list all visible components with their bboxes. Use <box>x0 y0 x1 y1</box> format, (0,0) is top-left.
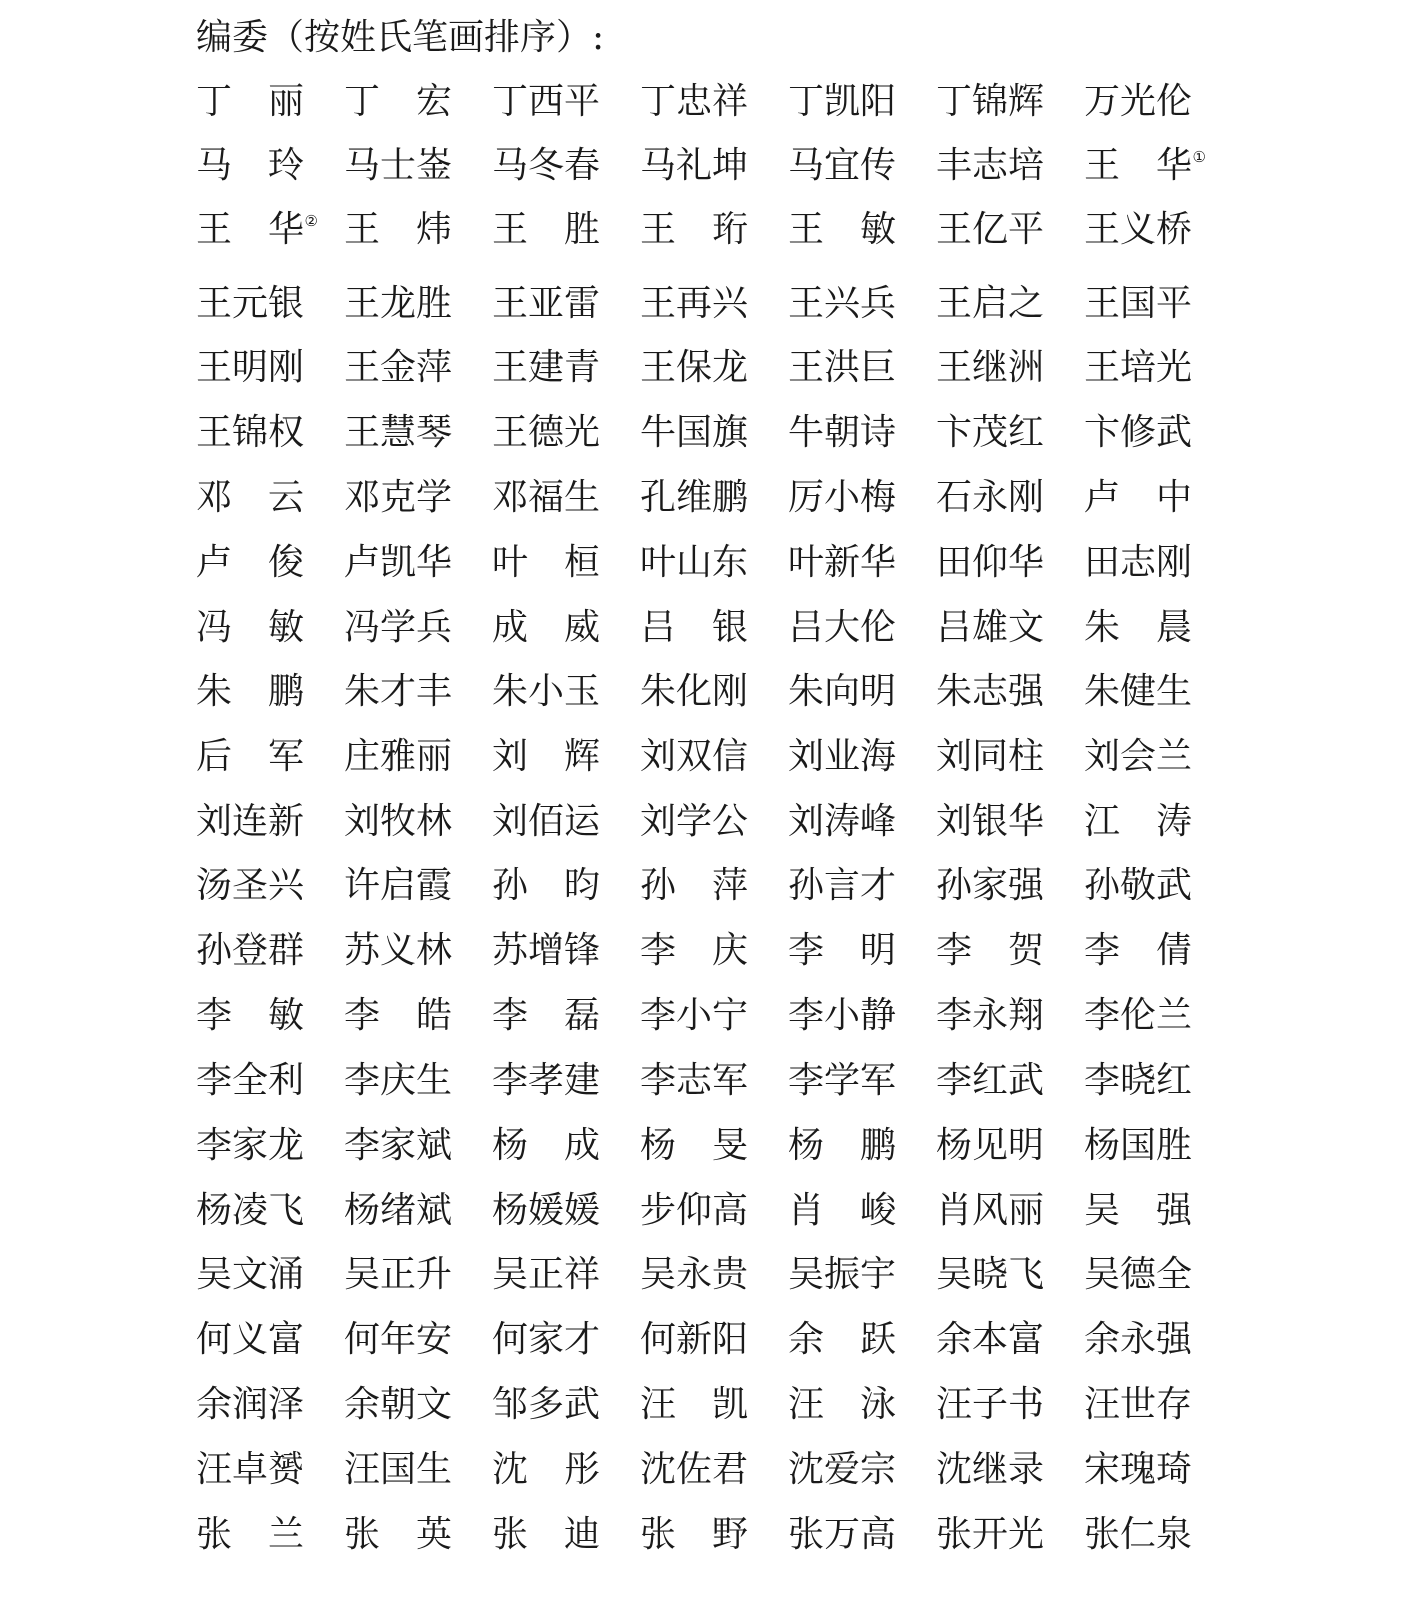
editor-name: 叶 山 东 <box>640 542 749 583</box>
editor-name: 吴 德 全 <box>1084 1254 1193 1295</box>
editor-name: 张 兰 <box>196 1514 304 1555</box>
editor-name: 朱 化 刚 <box>640 671 749 712</box>
editor-name: 吴 强 <box>1084 1190 1192 1231</box>
editor-name: 张 开 光 <box>936 1514 1045 1555</box>
editor-name: 卢 俊 <box>196 542 304 583</box>
editor-name: 王 敏 <box>788 209 896 250</box>
editor-name: 汤 圣 兴 <box>196 865 305 906</box>
editor-name: 马 玲 <box>196 145 304 186</box>
editor-name: 杨 成 <box>492 1125 600 1166</box>
editor-name: 马 士 崟 <box>344 145 453 186</box>
editor-name: 王 洪 巨 <box>788 347 897 388</box>
editor-name: 王 锦 权 <box>196 412 305 453</box>
editor-name: 王 明 刚 <box>196 347 305 388</box>
editor-name: 卢 中 <box>1084 477 1192 518</box>
editor-name: 丁 忠 祥 <box>640 81 749 122</box>
editor-name: 马 宜 传 <box>788 145 897 186</box>
editor-name: 邓 克 学 <box>344 477 453 518</box>
editor-name: 刘 连 新 <box>196 801 305 842</box>
editor-name: 朱 向 明 <box>788 671 897 712</box>
editor-name: 朱 鹏 <box>196 671 304 712</box>
editor-name: 石 永 刚 <box>936 477 1045 518</box>
editor-name: 卞 修 武 <box>1084 412 1193 453</box>
editor-name: 王 龙 胜 <box>344 283 453 324</box>
editor-name: 刘 业 海 <box>788 736 897 777</box>
editor-name: 李 小 静 <box>788 995 897 1036</box>
editor-name: 孙 敬 武 <box>1084 865 1193 906</box>
editor-name: 李 庆 <box>640 930 748 971</box>
editor-name: 杨 旻 <box>640 1125 748 1166</box>
editor-name: 余 永 强 <box>1084 1319 1193 1360</box>
editor-name: 李 庆 生 <box>344 1060 453 1101</box>
editor-name: 许 启 霞 <box>344 865 453 906</box>
editor-name: 王 金 萍 <box>344 347 453 388</box>
editor-name: 汪 泳 <box>788 1384 896 1425</box>
editor-name: 王 培 光 <box>1084 347 1193 388</box>
editor-name: 宋 瑰 琦 <box>1084 1449 1193 1490</box>
editor-name: 步 仰 高 <box>640 1190 749 1231</box>
editor-name: 王 华 ① <box>1084 145 1206 186</box>
editor-name: 汪 世 存 <box>1084 1384 1193 1425</box>
editor-name: 李 伦 兰 <box>1084 995 1193 1036</box>
editor-name: 李 学 军 <box>788 1060 897 1101</box>
editor-name: 邓 福 生 <box>492 477 601 518</box>
editor-name: 李 孝 建 <box>492 1060 601 1101</box>
editor-name: 王 建 青 <box>492 347 601 388</box>
editor-name: 孙 家 强 <box>936 865 1045 906</box>
editor-name: 杨 见 明 <box>936 1125 1045 1166</box>
editor-name: 汪 凯 <box>640 1384 748 1425</box>
editor-name: 刘 双 信 <box>640 736 749 777</box>
editorial-board-heading: 编委（按姓氏笔画排序）: <box>196 17 605 58</box>
editor-name: 孙 萍 <box>640 865 748 906</box>
editor-name: 何 年 安 <box>344 1319 453 1360</box>
editor-name: 吕 大 伦 <box>788 607 897 648</box>
editor-name: 李 永 翔 <box>936 995 1045 1036</box>
editor-name: 丁 丽 <box>196 81 304 122</box>
editor-name: 刘 佰 运 <box>492 801 601 842</box>
editor-name: 朱 健 生 <box>1084 671 1193 712</box>
editor-name: 吴 晓 飞 <box>936 1254 1045 1295</box>
editor-name: 余 朝 文 <box>344 1384 453 1425</box>
editor-name: 张 英 <box>344 1514 452 1555</box>
editor-name: 卞 茂 红 <box>936 412 1045 453</box>
editor-name: 田 仰 华 <box>936 542 1045 583</box>
editor-name: 叶 新 华 <box>788 542 897 583</box>
editor-name: 余 本 富 <box>936 1319 1045 1360</box>
editor-name: 李 磊 <box>492 995 600 1036</box>
editor-name: 苏 增 锋 <box>492 930 601 971</box>
editor-name: 马 礼 坤 <box>640 145 749 186</box>
editor-name: 丁 西 平 <box>492 81 601 122</box>
editor-name: 邹 多 武 <box>492 1384 601 1425</box>
editor-name: 王 胜 <box>492 209 600 250</box>
editor-name: 李 全 利 <box>196 1060 305 1101</box>
editor-name: 刘 银 华 <box>936 801 1045 842</box>
editor-name: 杨 鹏 <box>788 1125 896 1166</box>
editor-name: 丁 锦 辉 <box>936 81 1045 122</box>
editor-name: 李 皓 <box>344 995 452 1036</box>
editor-name: 王 国 平 <box>1084 283 1193 324</box>
editor-name: 刘 辉 <box>492 736 600 777</box>
editor-name: 冯 敏 <box>196 607 304 648</box>
editor-name: 杨 凌 飞 <box>196 1190 305 1231</box>
editor-name: 沈 爱 宗 <box>788 1449 897 1490</box>
editor-name: 叶 桓 <box>492 542 600 583</box>
editor-name: 朱 志 强 <box>936 671 1045 712</box>
editor-name: 王 德 光 <box>492 412 601 453</box>
editor-name: 汪 子 书 <box>936 1384 1045 1425</box>
editor-name: 王 兴 兵 <box>788 283 897 324</box>
editor-name: 肖 峻 <box>788 1190 896 1231</box>
editor-name: 刘 牧 林 <box>344 801 453 842</box>
editor-name: 李 晓 红 <box>1084 1060 1193 1101</box>
editor-name: 王 启 之 <box>936 283 1045 324</box>
editor-name: 孔 维 鹏 <box>640 477 749 518</box>
editor-name: 李 敏 <box>196 995 304 1036</box>
editor-name: 何 家 才 <box>492 1319 601 1360</box>
editor-name: 张 野 <box>640 1514 748 1555</box>
editor-name: 张 迪 <box>492 1514 600 1555</box>
editor-name: 沈 佐 君 <box>640 1449 749 1490</box>
editor-name: 丁 凯 阳 <box>788 81 897 122</box>
editor-name: 刘 学 公 <box>640 801 749 842</box>
editor-name: 王 再 兴 <box>640 283 749 324</box>
editor-name: 朱 小 玉 <box>492 671 601 712</box>
editor-name: 何 义 富 <box>196 1319 305 1360</box>
editor-name: 马 冬 春 <box>492 145 601 186</box>
editor-name: 吕 银 <box>640 607 748 648</box>
editor-name: 厉 小 梅 <box>788 477 897 518</box>
editor-name: 庄 雅 丽 <box>344 736 453 777</box>
editor-name: 成 威 <box>492 607 600 648</box>
editor-name: 李 红 武 <box>936 1060 1045 1101</box>
editor-name: 王 亿 平 <box>936 209 1045 250</box>
editor-name: 王 义 桥 <box>1084 209 1193 250</box>
editor-name: 吴 文 涌 <box>196 1254 305 1295</box>
editor-name: 江 涛 <box>1084 801 1192 842</box>
editor-name: 孙 登 群 <box>196 930 305 971</box>
editor-name: 孙 言 才 <box>788 865 897 906</box>
editor-name: 田 志 刚 <box>1084 542 1193 583</box>
editor-name: 苏 义 林 <box>344 930 453 971</box>
editor-name: 王 保 龙 <box>640 347 749 388</box>
editor-name: 吕 雄 文 <box>936 607 1045 648</box>
editor-name: 何 新 阳 <box>640 1319 749 1360</box>
editor-name: 李 倩 <box>1084 930 1192 971</box>
editor-name: 吴 振 宇 <box>788 1254 897 1295</box>
editor-name: 李 家 斌 <box>344 1125 453 1166</box>
editor-name: 沈 彤 <box>492 1449 600 1490</box>
editor-name: 卢 凯 华 <box>344 542 453 583</box>
editor-name: 牛 国 旗 <box>640 412 749 453</box>
editor-name: 王 元 银 <box>196 283 305 324</box>
editor-name: 杨 绪 斌 <box>344 1190 453 1231</box>
editor-name: 吴 正 升 <box>344 1254 453 1295</box>
editor-name: 余 跃 <box>788 1319 896 1360</box>
editor-name: 王 继 洲 <box>936 347 1045 388</box>
editor-name: 王 亚 雷 <box>492 283 601 324</box>
editor-name: 余 润 泽 <box>196 1384 305 1425</box>
editor-name: 李 小 宁 <box>640 995 749 1036</box>
editor-name: 邓 云 <box>196 477 304 518</box>
editor-name: 朱 才 丰 <box>344 671 453 712</box>
editor-name: 张 仁 泉 <box>1084 1514 1193 1555</box>
editor-name: 王 炜 <box>344 209 452 250</box>
editor-name: 肖 风 丽 <box>936 1190 1045 1231</box>
editor-name: 丁 宏 <box>344 81 452 122</box>
editor-name: 刘 同 柱 <box>936 736 1045 777</box>
editor-name: 丰 志 培 <box>936 145 1045 186</box>
editor-name: 杨 国 胜 <box>1084 1125 1193 1166</box>
editor-name: 万 光 伦 <box>1084 81 1193 122</box>
editor-name: 吴 正 祥 <box>492 1254 601 1295</box>
editor-name: 吴 永 贵 <box>640 1254 749 1295</box>
editor-name: 牛 朝 诗 <box>788 412 897 453</box>
editor-name: 张 万 高 <box>788 1514 897 1555</box>
editor-name: 孙 昀 <box>492 865 600 906</box>
editor-name: 沈 继 录 <box>936 1449 1045 1490</box>
editor-name: 朱 晨 <box>1084 607 1192 648</box>
editor-name: 汪 国 生 <box>344 1449 453 1490</box>
editor-name: 王 慧 琴 <box>344 412 453 453</box>
editor-name: 刘 会 兰 <box>1084 736 1193 777</box>
editor-name: 李 家 龙 <box>196 1125 305 1166</box>
editor-name: 李 贺 <box>936 930 1044 971</box>
editor-name: 王 华 ② <box>196 209 318 250</box>
editor-name: 后 军 <box>196 736 304 777</box>
editor-name: 李 志 军 <box>640 1060 749 1101</box>
editor-name: 冯 学 兵 <box>344 607 453 648</box>
editor-name: 汪 卓 赟 <box>196 1449 305 1490</box>
editor-name: 李 明 <box>788 930 896 971</box>
editor-name: 王 珩 <box>640 209 748 250</box>
editor-name: 刘 涛 峰 <box>788 801 897 842</box>
editor-name: 杨 媛 媛 <box>492 1190 601 1231</box>
